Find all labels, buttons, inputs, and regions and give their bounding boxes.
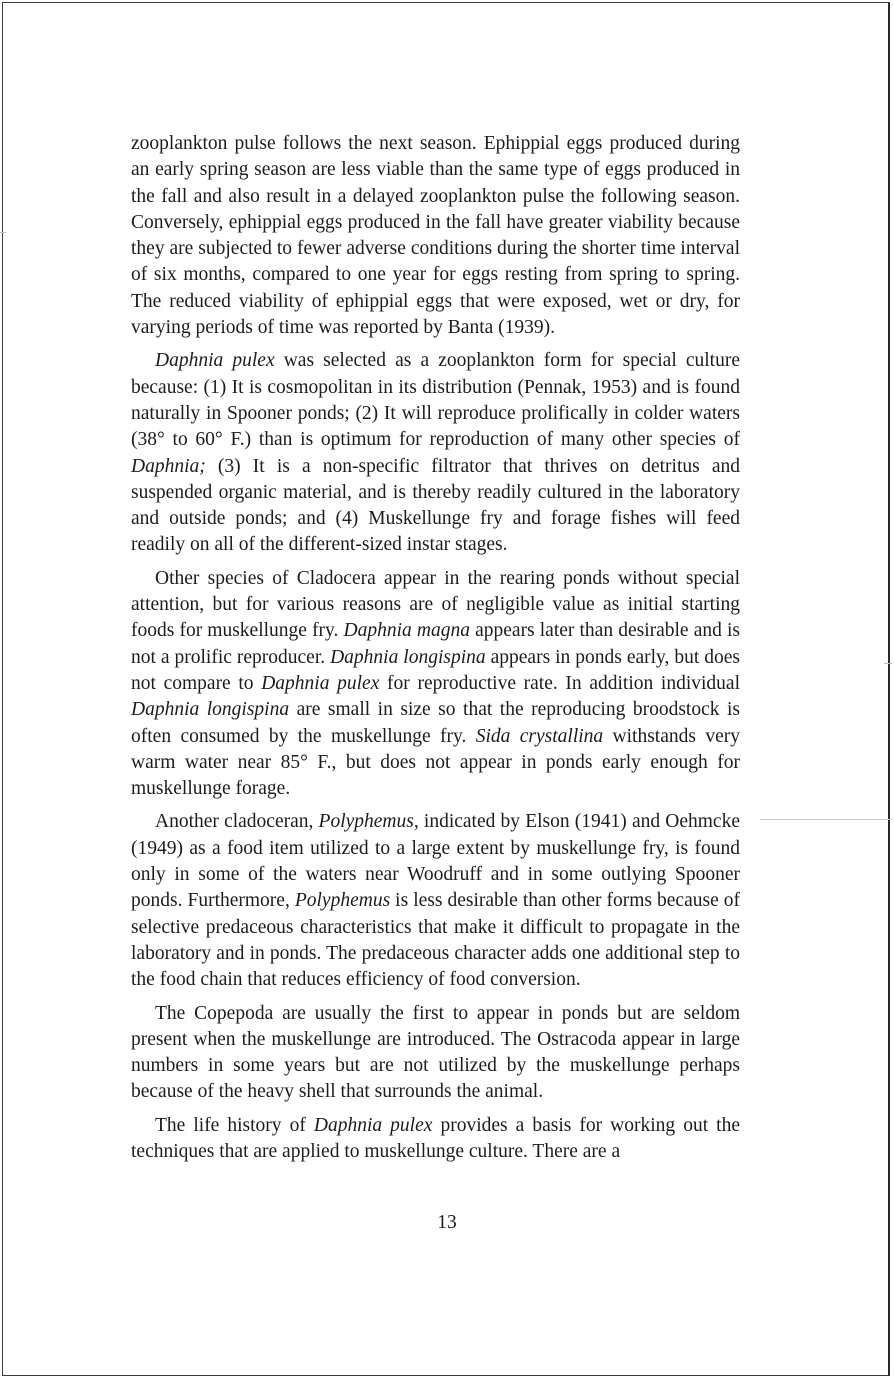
margin-mark xyxy=(0,232,6,233)
text-run: zooplankton pulse follows the next season. Ephippial eggs produced during an early spring season are less viable than the same type of eggs produced in the fall and also result in a delayed zooplankton pulse the following season. Conversely, ephippial eggs produced in the fall have greater viability because they are subjected to fewer adverse conditions during the shorter time interval of six months, compared to one year for eggs resting from spring to spring. The reduced viability of ephippial eggs that were exposed, wet or dry, for varying periods of time was reported by Banta (1939). xyxy=(131,133,740,339)
species-name: Daphnia; xyxy=(131,455,206,477)
species-name: Daphnia magna xyxy=(343,620,470,642)
text-run: Other species of Cladocera appear in the rearing ponds without special attention, but for various reasons are of negligible value as initial starting foods for muskellunge fry. xyxy=(131,567,740,642)
text-run: The life history of xyxy=(155,1114,314,1136)
text-run: are small in size so that the reproducing broodstock is often consumed by the muskellunge fry. xyxy=(131,699,740,747)
species-name: Daphnia pulex xyxy=(261,672,380,694)
text-run: withstands very warm water near 85° F., but does not appear in ponds early enough for muskellunge forage. xyxy=(131,725,740,800)
species-name: Polyphemus, xyxy=(318,811,419,833)
page-number: 13 xyxy=(437,1212,457,1233)
species-name: Daphnia longispina xyxy=(131,699,290,721)
paragraph-5 xyxy=(131,1001,740,1106)
species-name: Daphnia longispina xyxy=(330,646,486,668)
species-name: Polyphemus xyxy=(294,890,391,912)
paragraph-1 xyxy=(131,131,740,341)
paragraph-2 xyxy=(131,348,740,558)
text-run: indicated by Elson (1941) and Oehmcke (1949) as a food item utilized to a large extent by muskellunge fry, is found only in some of the waters near Woodruff and in some outlying Spooner ponds. Furthermore, xyxy=(131,811,740,912)
body-text xyxy=(131,131,740,1172)
text-run: The Copepoda are usually the first to appear in ponds but are seldom present when the muskellunge are introduced. The Ostracoda appear in large numbers in some years but are not utilized by the muskellunge perhaps because of the heavy shell that surrounds the animal. xyxy=(131,1002,740,1103)
text-run: for reproductive rate. In addition individual xyxy=(379,672,740,694)
species-name: Sida crystallina xyxy=(475,725,604,747)
text-run: is less desirable than other forms because of selective predaceous characteristics that make it difficult to propagate in the laboratory and in ponds. The predaceous character adds one additional step to the food chain that reduces efficiency of food conversion. xyxy=(131,890,740,991)
margin-mark xyxy=(884,663,892,664)
text-run: provides a basis for working out the techniques that are applied to muskellunge culture. There are a xyxy=(131,1114,740,1162)
text-run: Another cladoceran, xyxy=(155,811,319,833)
text-run: was selected as a zooplankton form for special culture because: (1) It is cosmopolitan in its distribution (Pennak, 1953) and is found naturally in Spooner ponds; (2) It will reproduce prolifically in colder waters (38° to 60° F.) than is optimum for reproduction of many other species of xyxy=(131,350,740,451)
paragraph-4 xyxy=(131,809,740,993)
margin-mark xyxy=(760,819,892,820)
paragraph-3 xyxy=(131,566,740,803)
text-run: (3) It is a non-specific filtrator that thrives on detritus and suspended organic material, and is thereby readily cultured in the laboratory and outside ponds; and (4) Muskellunge fry and forage fishes will feed readily on all of the different-sized instar stages. xyxy=(131,455,740,556)
text-run: appears in ponds early, but does not compare to xyxy=(131,646,741,694)
paragraph-6 xyxy=(131,1113,740,1166)
text-run: appears later than desirable and is not a prolific reproducer. xyxy=(131,620,740,668)
species-name: Daphnia pulex xyxy=(155,350,275,372)
species-name: Daphnia pulex xyxy=(313,1114,433,1136)
